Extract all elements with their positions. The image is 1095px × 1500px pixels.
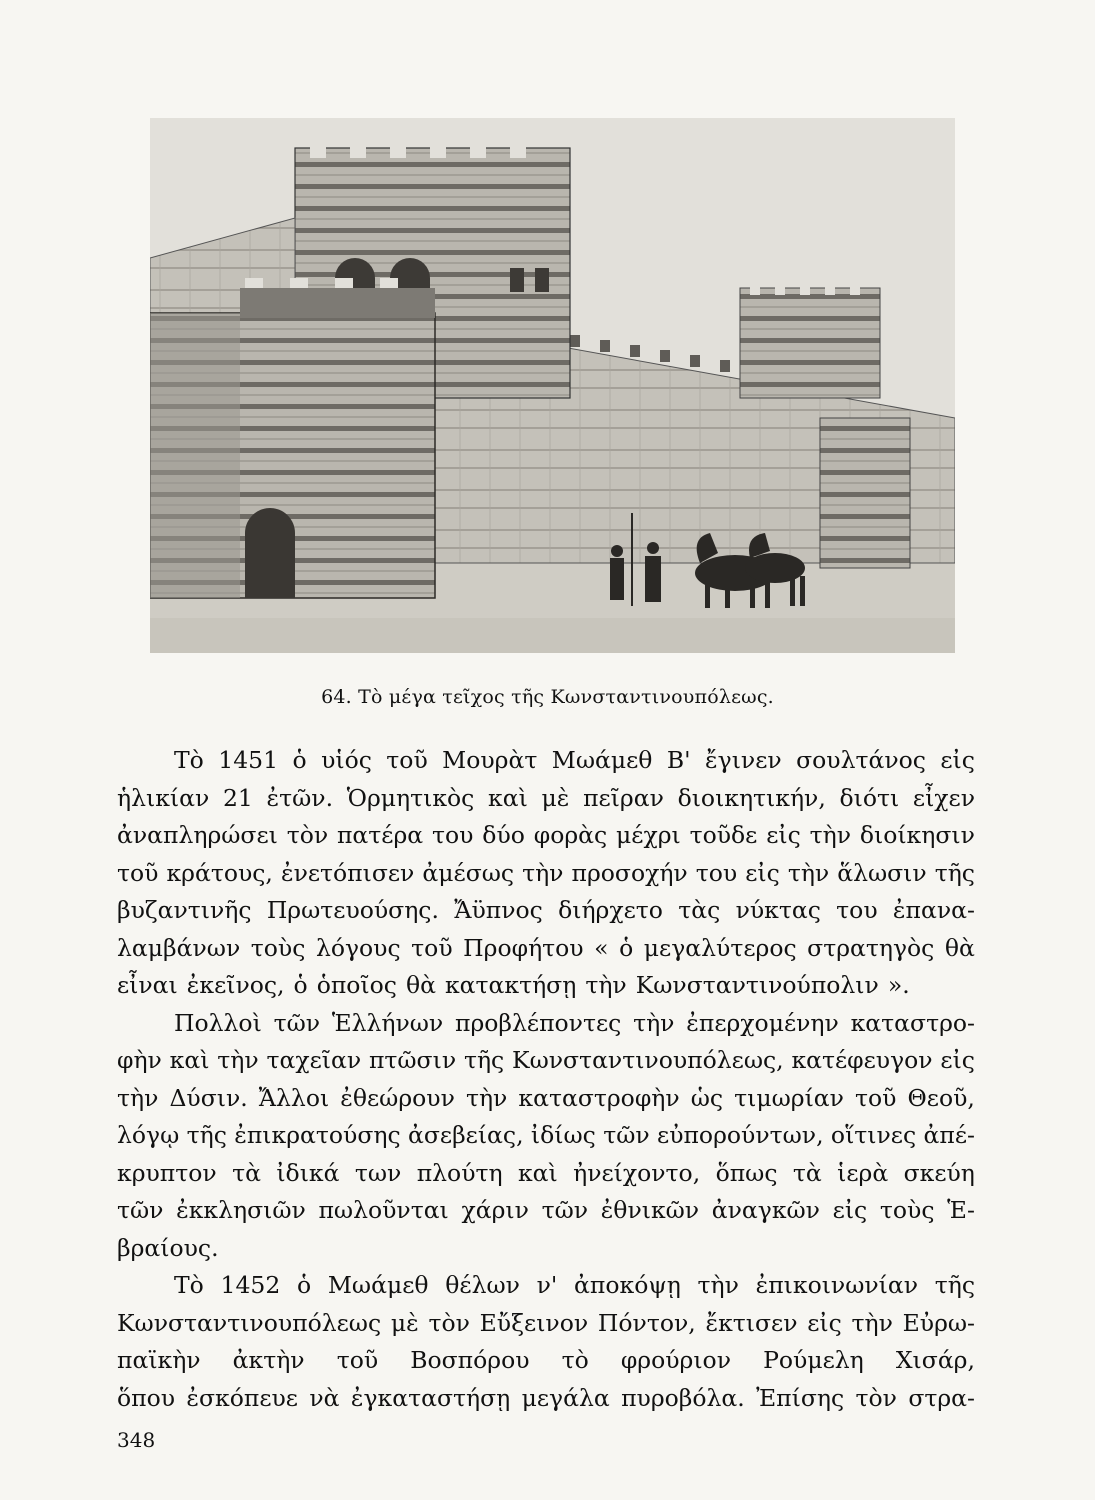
word: τῶν <box>603 1121 650 1149</box>
word: ἐπανα- <box>892 896 975 924</box>
text-line <box>117 1230 975 1268</box>
word: του <box>432 821 474 849</box>
word: 21 <box>222 783 253 812</box>
text-line <box>117 1267 975 1305</box>
word: ἰδικά <box>276 1158 340 1187</box>
word: τὴν <box>809 821 851 849</box>
word: εἶναι <box>117 971 178 999</box>
word: Ἄλλοι <box>258 1083 330 1112</box>
word: στρατηγὸς <box>807 933 935 962</box>
word: Εὔξεινον <box>479 1308 589 1337</box>
word: διήρχετο <box>558 896 663 924</box>
word: ἰδίως <box>530 1121 596 1149</box>
word: Κωνσταντινούπολιν <box>635 971 879 999</box>
word: κράτους, <box>166 858 273 887</box>
word: τοὺς <box>879 1196 935 1224</box>
page-number: 348 <box>117 1428 156 1452</box>
word: Κωνσταντινουπόλεως, <box>512 1046 784 1074</box>
word: νύκτας <box>735 896 821 924</box>
word: ὡς <box>690 1083 724 1112</box>
text-line <box>117 892 975 930</box>
word: θέλων <box>445 1271 520 1299</box>
word: τοῦ <box>117 858 159 887</box>
word: τὸν <box>855 1383 897 1412</box>
word: Ἐπίσης <box>756 1383 845 1412</box>
text-line <box>117 967 975 1005</box>
word: θὰ <box>405 971 436 999</box>
word: ἐπικοινωνίαν <box>755 1271 919 1299</box>
word: τῆς <box>463 1046 505 1074</box>
word: Μωάμεθ <box>551 746 653 774</box>
word: τῶν <box>541 1196 589 1224</box>
walls-engraving <box>150 118 955 653</box>
word: διότι <box>839 783 900 812</box>
word: διοικητικήν, <box>677 783 826 812</box>
word: τὴν <box>522 858 564 887</box>
word: ὁποῖος <box>316 971 397 999</box>
text-line <box>117 1005 975 1043</box>
word: τὴν <box>851 1308 893 1337</box>
word: ταχεῖαν <box>266 1046 362 1074</box>
illustration-city-walls <box>150 118 955 653</box>
word: προβλέποντες <box>455 1008 622 1037</box>
word: τῶν <box>273 1008 321 1037</box>
word: χάριν <box>461 1196 529 1224</box>
word: Ὁρμητικὸς <box>346 783 475 812</box>
word: ἱερὰ <box>837 1158 889 1187</box>
word: Ἑλλήνων <box>331 1008 444 1037</box>
word: ἠνείχοντο, <box>573 1158 701 1187</box>
word: Μωάμεθ <box>327 1271 429 1299</box>
word: τοῦ <box>336 1346 379 1374</box>
word: βραίους. <box>117 1233 219 1262</box>
word: καὶ <box>517 1158 558 1187</box>
word: βυζαντινῆς <box>117 896 252 924</box>
word: Δύσιν. <box>169 1083 248 1112</box>
word: νὰ <box>309 1383 340 1412</box>
word: πλούτη <box>416 1158 503 1187</box>
word: ὁ <box>297 1271 312 1299</box>
word: τοὺς <box>250 933 306 962</box>
word: λαμβάνων <box>117 933 241 962</box>
word: οἵτινες <box>830 1121 917 1149</box>
word: ἐγκαταστήσῃ <box>350 1383 511 1412</box>
word: « <box>594 933 609 962</box>
word: ἐνετόπισεν <box>280 858 415 887</box>
word: του <box>695 858 738 887</box>
word: τοῦ <box>386 746 428 774</box>
word: ἐπικρατούσης <box>234 1121 401 1149</box>
word: τοῦ <box>855 1083 897 1112</box>
word: Θεοῦ, <box>907 1083 975 1112</box>
word: εἰς <box>832 1196 868 1224</box>
word: εἰς <box>940 746 975 774</box>
word: ἐσκόπευε <box>186 1383 298 1412</box>
word: ἐτῶν. <box>266 783 334 812</box>
word: σκεύη <box>903 1158 975 1187</box>
word: φορὰς <box>533 821 608 849</box>
word: Β' <box>666 746 691 774</box>
word: δύο <box>482 821 525 849</box>
word: του <box>836 896 878 924</box>
text-line <box>117 1342 975 1380</box>
word: ἀναπληρώσει <box>117 821 278 849</box>
word: κατέφευγον <box>791 1046 933 1074</box>
word: Μουρὰτ <box>442 746 538 774</box>
word: λόγους <box>315 933 401 962</box>
word: λόγῳ <box>117 1121 180 1149</box>
word: Τὸ <box>174 1271 204 1299</box>
word: Εὐρω- <box>902 1308 975 1337</box>
word: διοίκησιν <box>859 821 975 849</box>
word: τῆς <box>934 1271 975 1299</box>
word: κρυπτον <box>117 1158 217 1187</box>
word: μὲ <box>541 783 570 812</box>
word: ἀκτὴν <box>232 1346 305 1374</box>
word: πτῶσιν <box>368 1046 457 1074</box>
word: ἀσεβείας, <box>407 1121 524 1149</box>
word: τὴν <box>465 1083 508 1112</box>
word: εὐπορούντων, <box>657 1121 824 1149</box>
word: ὁ <box>292 746 307 774</box>
word: Κωνσταντινουπόλεως <box>117 1308 382 1337</box>
word: τὰ <box>232 1158 261 1187</box>
word: ἐκεῖνος, <box>186 971 285 999</box>
word: ὁ <box>293 971 308 999</box>
text-line <box>117 780 975 818</box>
word: ». <box>887 971 910 999</box>
word: τὴν <box>697 1271 739 1299</box>
body-text <box>117 742 975 1417</box>
word: Ἄϋπνος <box>454 896 543 924</box>
figure-caption: 64. Τὸ μέγα τεῖχος τῆς Κωνσταντινουπόλεως. <box>321 686 774 708</box>
word: Ρούμελη <box>763 1346 864 1374</box>
word: τῆς <box>186 1121 227 1149</box>
text-line <box>117 1192 975 1230</box>
word: πεῖραν <box>583 783 664 812</box>
word: Πρωτευούσης. <box>266 896 439 924</box>
word: τὰς <box>678 896 721 924</box>
word: 1451 <box>218 746 279 774</box>
word: εἰς <box>745 858 780 887</box>
word: ἅλωσιν <box>837 858 927 887</box>
word: κατακτήσῃ <box>444 971 577 999</box>
word: υἱός <box>321 746 372 774</box>
word: Ἑ- <box>947 1196 975 1224</box>
word: πατέρα <box>336 821 424 849</box>
word: τὴν <box>787 858 830 887</box>
word: πυροβόλα. <box>621 1383 745 1412</box>
word: στρα- <box>908 1383 975 1412</box>
word: Προφήτου <box>463 933 584 962</box>
word: 1452 <box>220 1271 281 1299</box>
word: εἰς <box>940 1046 975 1074</box>
word: Βοσπόρου <box>410 1346 530 1374</box>
word: τὴν <box>217 1046 259 1074</box>
word: ὅπως <box>715 1158 778 1187</box>
word: Πολλοὶ <box>174 1008 262 1037</box>
text-line <box>117 1117 975 1155</box>
word: τοῦ <box>411 933 453 962</box>
text-line <box>117 1305 975 1343</box>
text-line <box>117 1042 975 1080</box>
word: σουλτάνος <box>796 746 926 774</box>
word: ἀναγκῶν <box>711 1196 820 1224</box>
word: προσοχήν <box>571 858 688 887</box>
word: καὶ <box>169 1046 210 1074</box>
word: τὸ <box>561 1346 589 1374</box>
word: Πόντον, <box>597 1308 696 1337</box>
text-line <box>117 930 975 968</box>
word: πωλοῦνται <box>318 1196 449 1224</box>
word: τιμωρίαν <box>734 1083 844 1112</box>
word: φὴν <box>117 1046 162 1074</box>
text-line <box>117 1380 975 1418</box>
word: ὁ <box>619 933 634 962</box>
word: φρούριον <box>620 1346 731 1374</box>
word: μεγαλύτερος <box>643 933 797 962</box>
word: τοῦδε <box>689 821 758 849</box>
word: ἐπερχομένην <box>686 1008 839 1037</box>
word: μεγάλα <box>521 1383 610 1412</box>
text-line <box>117 742 975 780</box>
word: Χισάρ, <box>895 1346 975 1374</box>
word: εἰς <box>807 1308 842 1337</box>
word: Τὸ <box>174 746 204 774</box>
text-line <box>117 1080 975 1118</box>
word: τὴν <box>633 1008 675 1037</box>
text-line <box>117 1155 975 1193</box>
word: των <box>354 1158 402 1187</box>
word: ἀμέσως <box>422 858 515 887</box>
word: τὰ <box>792 1158 822 1187</box>
word: ἡλικίαν <box>117 783 210 812</box>
word: τῶν <box>117 1196 164 1224</box>
word: ἔκτισεν <box>705 1308 798 1337</box>
word: παϊκὴν <box>117 1346 201 1374</box>
word: ἀπέ- <box>923 1121 975 1149</box>
word: τῆς <box>934 858 975 887</box>
word: ἐθνικῶν <box>600 1196 700 1224</box>
word: τὸν <box>286 821 329 849</box>
word: τὴν <box>585 971 627 999</box>
word: τὸν <box>428 1308 470 1337</box>
word: εἰς <box>766 821 801 849</box>
word: ἐθεώρουν <box>340 1083 455 1112</box>
word: εἶχεν <box>912 783 975 812</box>
text-line <box>117 817 975 855</box>
word: καταστροφὴν <box>518 1083 680 1112</box>
word: καὶ <box>488 783 528 812</box>
word: μέχρι <box>616 821 681 849</box>
word: ὅπου <box>117 1383 176 1412</box>
word: θὰ <box>944 933 975 962</box>
word: ν' <box>536 1271 558 1299</box>
word: μὲ <box>390 1308 419 1337</box>
word: ἀποκόψῃ <box>574 1271 681 1299</box>
word: καταστρο- <box>850 1008 975 1037</box>
word: τὴν <box>117 1083 159 1112</box>
word: ἔγινεν <box>705 746 782 774</box>
text-line <box>117 855 975 893</box>
word: ἐκκλησιῶν <box>176 1196 306 1224</box>
